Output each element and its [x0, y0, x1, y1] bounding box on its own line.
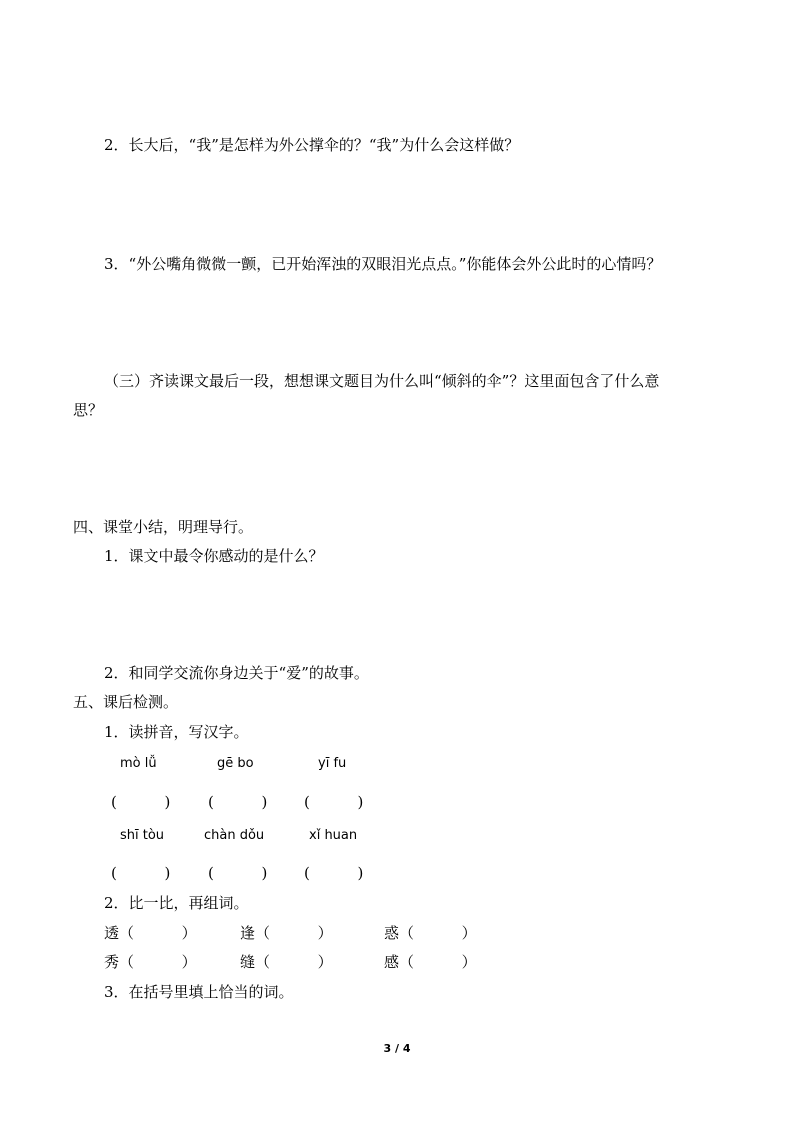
pinyin-chandou: chàn dǒu	[204, 828, 265, 843]
section5-item-3: 3．在括号里填上恰当的词。	[104, 983, 294, 1001]
section5-item-2: 2．比一比，再组词。	[104, 894, 249, 912]
compare-word: 透（ ）	[104, 924, 197, 942]
answer-blank: ( )	[208, 793, 268, 811]
section4-item-1: 1．课文中最令你感动的是什么？	[104, 547, 324, 565]
compare-word: 感（ ）	[384, 953, 477, 971]
pinyin-xihuan: xǐ huan	[309, 828, 358, 843]
part3-question-line2: 思？	[73, 401, 104, 419]
answer-blank: ( )	[304, 793, 364, 811]
answer-blank: ( )	[304, 864, 364, 882]
pinyin-gebo: gē bo	[217, 756, 254, 771]
section5-heading: 五、课后检测。	[73, 693, 179, 711]
answer-blank: ( )	[111, 864, 171, 882]
compare-word: 惑（ ）	[384, 924, 477, 942]
question-2: 2．长大后，“我”是怎样为外公撑伞的？“我”为什么会这样做？	[104, 136, 520, 154]
compare-word: 秀（ ）	[104, 953, 197, 971]
compare-word: 缝（ ）	[240, 953, 333, 971]
pinyin-shitou: shī tòu	[120, 828, 165, 843]
section4-heading: 四、课堂小结，明理导行。	[73, 518, 254, 536]
pinyin-molv: mò lǚ	[120, 756, 157, 771]
section5-item-1: 1．读拼音，写汉字。	[104, 723, 249, 741]
part3-question-line1: （三）齐读课文最后一段，想想课文题目为什么叫“倾斜的伞”？这里面包含了什么意	[104, 372, 660, 390]
section4-item-2: 2．和同学交流你身边关于“爱”的故事。	[104, 664, 369, 682]
answer-blank: ( )	[111, 793, 171, 811]
question-3: 3．“外公嘴角微微一颤，已开始浑浊的双眼泪光点点。”你能体会外公此时的心情吗？	[104, 255, 662, 273]
compare-word: 逢（ ）	[240, 924, 333, 942]
page-number: 3 / 4	[383, 1042, 411, 1055]
pinyin-yifu: yī fu	[318, 756, 347, 771]
answer-blank: ( )	[208, 864, 268, 882]
